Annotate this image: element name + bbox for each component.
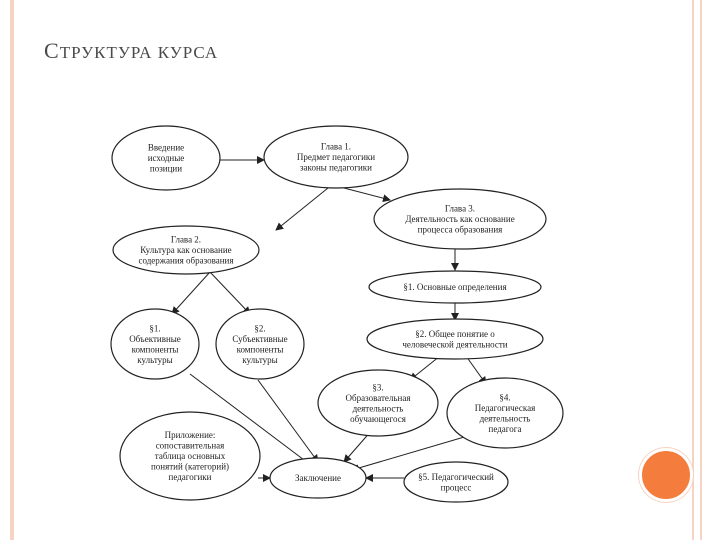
node-s3-line: обучающегося — [350, 413, 406, 424]
node-s4-line: деятельность — [479, 413, 531, 424]
node-ch2-line: Культура как основание — [140, 245, 232, 255]
node-s3-line: деятельность — [352, 403, 404, 414]
node-s4-line: педагога — [488, 423, 522, 434]
edge-subj-concl — [258, 380, 318, 462]
node-concl-line: Заключение — [295, 473, 341, 483]
node-ch2-line: Глава 2. — [170, 234, 202, 245]
node-concl-label — [295, 473, 341, 483]
edge-ch2-obj — [172, 272, 210, 314]
node-intro-label — [148, 143, 185, 174]
node-subj-line: компоненты — [236, 344, 284, 355]
orange-accent-circle — [639, 448, 693, 502]
node-subj-line: §2. — [254, 323, 266, 334]
node-ch3-line: процесса образования — [417, 224, 503, 235]
node-obj-line: Объективные — [129, 333, 181, 344]
node-ch1-line: законы педагогики — [299, 162, 373, 173]
edge-ch1-ch2 — [276, 188, 328, 230]
node-intro-line: исходные — [147, 153, 185, 163]
node-s1-line: §1. Основные определения — [403, 282, 507, 292]
node-s2-line: §2. Общее понятие о — [415, 328, 495, 339]
node-ch3-line: Деятельность как основание — [405, 214, 515, 224]
node-intro-line: позиции — [149, 163, 183, 174]
node-s4-line: Педагогическая — [474, 402, 536, 413]
edge-ch2-subj — [210, 272, 250, 314]
node-subj-line: культуры — [242, 354, 278, 365]
node-s2-label — [402, 329, 507, 350]
node-ch3-line: Глава 3. — [444, 203, 476, 214]
node-obj-line: культуры — [137, 354, 173, 365]
node-s5-line: процесс — [440, 482, 472, 493]
node-s4-line: §4. — [499, 392, 511, 403]
node-obj-line: компоненты — [131, 344, 179, 355]
node-ch1-line: Глава 1. — [320, 141, 352, 152]
node-app-line: таблица основных — [154, 451, 226, 461]
edge-s2-s4 — [466, 356, 486, 384]
node-app-line: Приложение: — [164, 430, 216, 440]
node-s2-line: человеческой деятельности — [402, 339, 508, 350]
slide-title-rest: ТРУКТУРА КУРСА — [59, 43, 219, 62]
slide-title-initial: С — [44, 38, 60, 63]
node-obj-line: §1. — [149, 323, 161, 334]
node-intro-line: Введение — [147, 142, 185, 153]
node-s1-label — [403, 282, 506, 292]
node-app-line: понятий (категорий) — [150, 461, 230, 472]
node-s5-line: §5. Педагогический — [418, 471, 494, 482]
node-app-line: сопоставительная — [155, 440, 225, 451]
node-app-line: педагогики — [168, 472, 212, 482]
node-ch1-line: Предмет педагогики — [296, 152, 376, 162]
edge-ch1-ch3 — [344, 188, 390, 200]
node-subj-line: Субъективные — [232, 333, 288, 344]
node-s3-line: Образовательная — [345, 392, 411, 403]
node-s3-line: §3. — [372, 382, 384, 393]
node-ch2-line: содержания образования — [138, 255, 234, 266]
